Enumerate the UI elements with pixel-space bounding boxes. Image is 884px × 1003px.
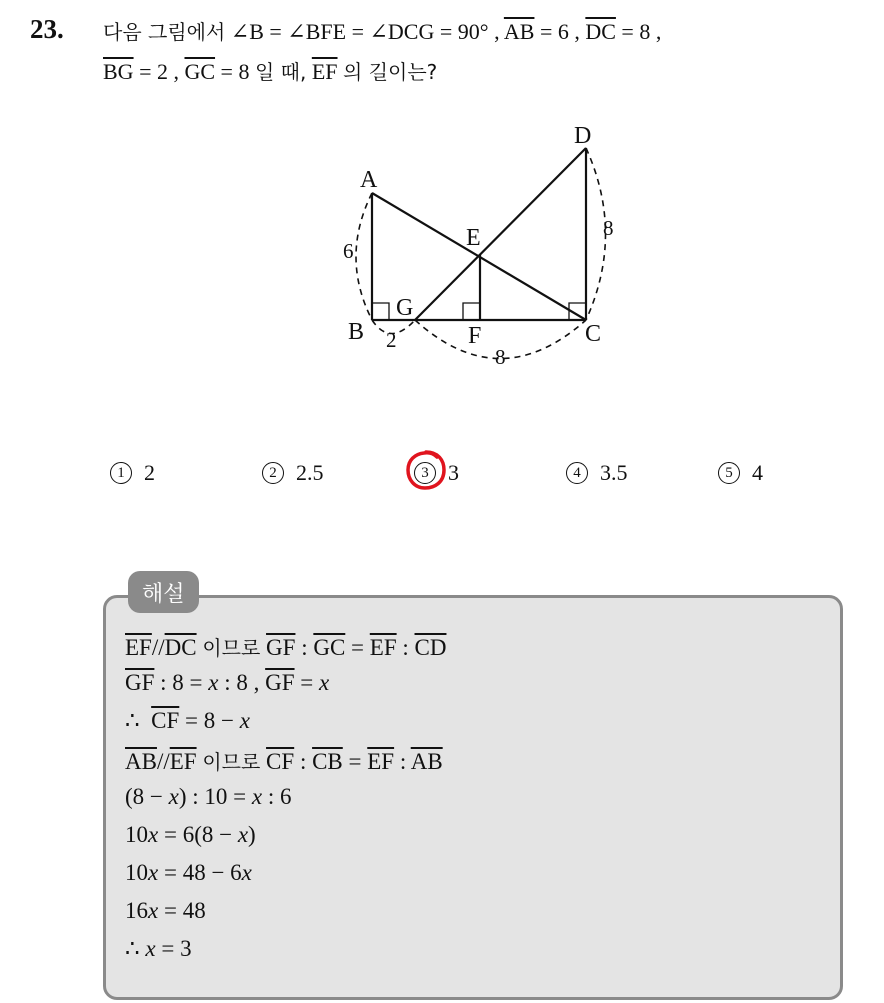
solution-line-6: [125, 822, 256, 848]
sol4-ef: $\overline{EF}$: [169, 749, 197, 774]
choice-1[interactable]: [110, 460, 155, 486]
sol8-part-a: 16: [125, 898, 148, 923]
question-ask: 의 길이는?: [343, 60, 438, 84]
choice-1-value: 2: [144, 460, 155, 485]
sol4-cf: $\overline{CF}$: [266, 749, 295, 774]
sol4-cb: $\overline{CB}$: [312, 749, 343, 774]
label-a: A: [360, 167, 378, 193]
sol2-gf-2: $\overline{GF}$: [265, 670, 295, 695]
sol7-x: x: [148, 860, 159, 885]
solution-line-8: [125, 898, 206, 924]
sol4-equals: =: [348, 749, 362, 774]
sol4-ab: $\overline{AB}$: [125, 749, 157, 774]
sol4-colon-a: :: [299, 749, 307, 774]
sol1-cd: $\overline{CD}$: [414, 635, 447, 660]
sol2-part-d: : 8 ,: [224, 670, 260, 695]
sol5-x-2: x: [251, 784, 263, 809]
gc-value: = 8: [220, 59, 250, 84]
sol3-therefore: ∴: [125, 708, 140, 733]
sol7-x-2: x: [241, 860, 252, 885]
solution-line-9: [125, 936, 192, 962]
choice-3-value: 3: [448, 460, 459, 485]
segment-gc: $\overline{GC}$: [184, 59, 216, 84]
solution-line-2: [125, 670, 329, 696]
sol6-x: x: [148, 822, 159, 847]
label-b: B: [348, 319, 365, 345]
solution-tab: 해설: [128, 571, 199, 613]
length-bg: 2: [386, 328, 397, 352]
sol5-part-e: : 6: [267, 784, 292, 809]
choice-2-number: 2: [262, 462, 284, 484]
label-c: C: [585, 321, 602, 347]
length-dc: 8: [603, 216, 614, 240]
sol4-therefore: 이므로: [202, 750, 261, 774]
question-intro: 다음 그림에서: [103, 20, 226, 44]
sol4-parallel: //: [156, 749, 170, 774]
length-ab: 6: [343, 239, 354, 263]
label-e: E: [466, 225, 481, 251]
choice-4-value: 3.5: [600, 460, 628, 485]
question-line-2: [103, 56, 437, 85]
sol9-x: x: [145, 936, 156, 961]
right-angle-b: [372, 303, 389, 320]
solution-line-7: [125, 860, 252, 886]
sol9-result: = 3: [161, 936, 192, 961]
sol1-therefore: 이므로: [202, 636, 261, 660]
question-number: 23.: [30, 14, 64, 44]
length-gc: 8: [495, 345, 506, 369]
sol2-equals: =: [300, 670, 314, 695]
sol6-part-c: = 6(8 −: [163, 822, 233, 847]
sol5-part-c: ) : 10 =: [178, 784, 247, 809]
choice-2[interactable]: [262, 460, 324, 486]
segment-ef: $\overline{EF}$: [311, 59, 338, 84]
segment-bg: $\overline{BG}$: [103, 59, 134, 84]
choice-5[interactable]: [718, 460, 763, 486]
solution-line-3: [125, 708, 250, 734]
choice-2-value: 2.5: [296, 460, 324, 485]
sol8-x: x: [148, 898, 159, 923]
sol2-part-b: : 8 =: [160, 670, 203, 695]
brace-ab: [356, 193, 372, 320]
ab-value: = 6 ,: [539, 19, 580, 44]
sol1-colon-a: :: [301, 635, 308, 660]
geometry-figure: [330, 115, 630, 380]
answer-mark-circle: [404, 448, 448, 492]
sol2-x-2: x: [319, 670, 330, 695]
sol9-therefore: ∴: [125, 936, 140, 961]
sol6-part-a: 10: [125, 822, 148, 847]
sol1-gf: $\overline{GF}$: [266, 635, 296, 660]
solution-line-5: [125, 784, 292, 810]
choice-5-number: 5: [718, 462, 740, 484]
sol7-part-a: 10: [125, 860, 148, 885]
choice-5-value: 4: [752, 460, 763, 485]
question-when: 일 때,: [254, 60, 307, 84]
sol1-gc: $\overline{GC}$: [313, 635, 346, 660]
sol7-part-c: = 48 − 6: [163, 860, 242, 885]
choice-3-number: 3: [414, 462, 436, 484]
sol4-colon-b: :: [399, 749, 407, 774]
sol4-ef-2: $\overline{EF}$: [367, 749, 395, 774]
question-line-1: [103, 16, 661, 45]
sol5-x: x: [168, 784, 179, 809]
sol2-x: x: [208, 670, 219, 695]
sol6-x-2: x: [237, 822, 249, 847]
choice-1-number: 1: [110, 462, 132, 484]
sol1-dc: $\overline{DC}$: [164, 635, 197, 660]
label-f: F: [468, 323, 482, 349]
sol3-cf: $\overline{CF}$: [151, 708, 180, 733]
solution-line-1: [125, 632, 446, 661]
solution-line-4: [125, 746, 443, 775]
sol6-part-e: ): [248, 822, 256, 847]
sol5-part-a: (8 −: [125, 784, 163, 809]
right-angle-f: [463, 303, 480, 320]
choice-4-number: 4: [566, 462, 588, 484]
angle-condition: ∠B = ∠BFE = ∠DCG = 90° ,: [230, 19, 500, 44]
segment-dc: $\overline{DC}$: [585, 19, 616, 44]
sol1-colon-b: :: [402, 635, 409, 660]
sol4-ab-2: $\overline{AB}$: [410, 749, 443, 774]
label-d: D: [574, 123, 592, 149]
sol2-gf: $\overline{GF}$: [125, 670, 155, 695]
segment-ab: $\overline{AB}$: [503, 19, 535, 44]
sol1-ef: $\overline{EF}$: [125, 635, 152, 660]
sol1-ef-2: $\overline{EF}$: [369, 635, 397, 660]
sol3-x: x: [239, 708, 250, 733]
dc-value: = 8 ,: [621, 19, 662, 44]
choice-4[interactable]: [566, 460, 628, 486]
sol1-equals: =: [351, 635, 365, 660]
sol3-part-c: = 8 −: [185, 708, 234, 733]
label-g: G: [396, 295, 414, 321]
bg-value: = 2 ,: [139, 59, 179, 84]
sol8-part-c: = 48: [163, 898, 206, 923]
sol1-parallel: //: [151, 635, 165, 660]
